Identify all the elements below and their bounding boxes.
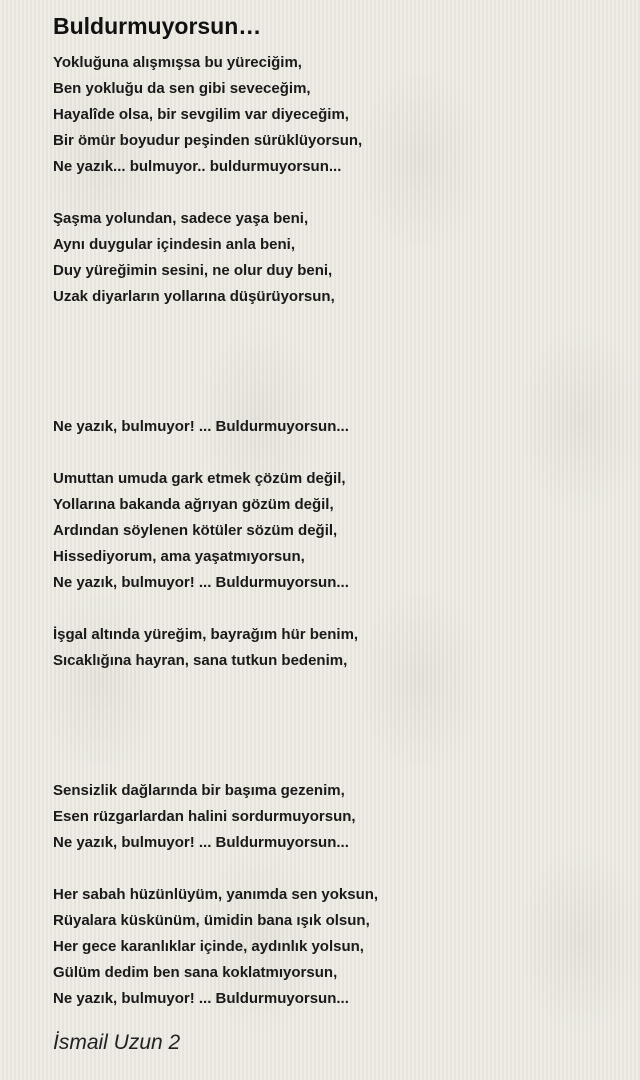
poem-blank-line xyxy=(53,700,623,726)
poem-line: Yokluğuna alışmışsa bu yüreciğim, xyxy=(53,54,302,71)
poem-blank-line xyxy=(53,180,623,206)
poem-line: Duy yüreğimin sesini, ne olur duy beni, xyxy=(53,262,333,279)
poem-line: Ne yazık, bulmuyor! ... Buldurmuyorsun... xyxy=(53,990,349,1007)
poem-blank-line xyxy=(53,440,623,466)
poem-page xyxy=(53,10,623,1058)
poem-blank-line xyxy=(53,856,623,882)
poem-line: Sensizlik dağlarında bir başıma gezenim, xyxy=(53,782,345,799)
poem-blank-line xyxy=(53,310,623,336)
poem-line: Rüyalara küskünüm, ümidin bana ışık olsun, xyxy=(53,912,370,929)
poem-line: Ne yazık, bulmuyor! ... Buldurmuyorsun... xyxy=(53,418,349,435)
poem-line: Ne yazık... bulmuyor.. buldurmuyorsun... xyxy=(53,158,342,175)
poem-line: Şaşma yolundan, sadece yaşa beni, xyxy=(53,210,309,227)
poem-line: İşgal altında yüreğim, bayrağım hür benim, xyxy=(53,626,359,643)
poem-line: Uzak diyarların yollarına düşürüyorsun, xyxy=(53,288,335,305)
poem-line: Her gece karanlıklar içinde, aydınlık yolsun, xyxy=(53,938,364,955)
poem-line: Ne yazık, bulmuyor! ... Buldurmuyorsun... xyxy=(53,834,349,851)
poem-blank-line xyxy=(53,388,623,414)
poem-blank-line xyxy=(53,336,623,362)
poem-line: Ne yazık, bulmuyor! ... Buldurmuyorsun... xyxy=(53,574,349,591)
poem-line: Esen rüzgarlardan halini sordurmuyorsun, xyxy=(53,808,356,825)
poem-blank-line xyxy=(53,674,623,700)
poem-line: Ardından söylenen kötüler sözüm değil, xyxy=(53,522,338,539)
poem-line: Hissediyorum, ama yaşatmıyorsun, xyxy=(53,548,305,565)
poem-line: Bir ömür boyudur peşinden sürüklüyorsun, xyxy=(53,132,363,149)
poem-blank-line xyxy=(53,752,623,778)
poem-author: İsmail Uzun 2 xyxy=(53,1031,181,1054)
poem-blank-line xyxy=(53,362,623,388)
poem-blank-line xyxy=(53,726,623,752)
poem-line: Ben yokluğu da sen gibi seveceğim, xyxy=(53,80,311,97)
poem-line: Aynı duygular içindesin anla beni, xyxy=(53,236,295,253)
poem-line: Sıcaklığına hayran, sana tutkun bedenim, xyxy=(53,652,348,669)
poem-line: Gülüm dedim ben sana koklatmıyorsun, xyxy=(53,964,338,981)
poem-body xyxy=(53,50,623,1012)
poem-blank-line xyxy=(53,596,623,622)
poem-line: Umuttan umuda gark etmek çözüm değil, xyxy=(53,470,346,487)
poem-title: Buldurmuyorsun… xyxy=(53,13,262,39)
poem-line: Her sabah hüzünlüyüm, yanımda sen yoksun, xyxy=(53,886,379,903)
poem-line: Hayalîde olsa, bir sevgilim var diyeceğim, xyxy=(53,106,349,123)
poem-line: Yollarına bakanda ağrıyan gözüm değil, xyxy=(53,496,334,513)
